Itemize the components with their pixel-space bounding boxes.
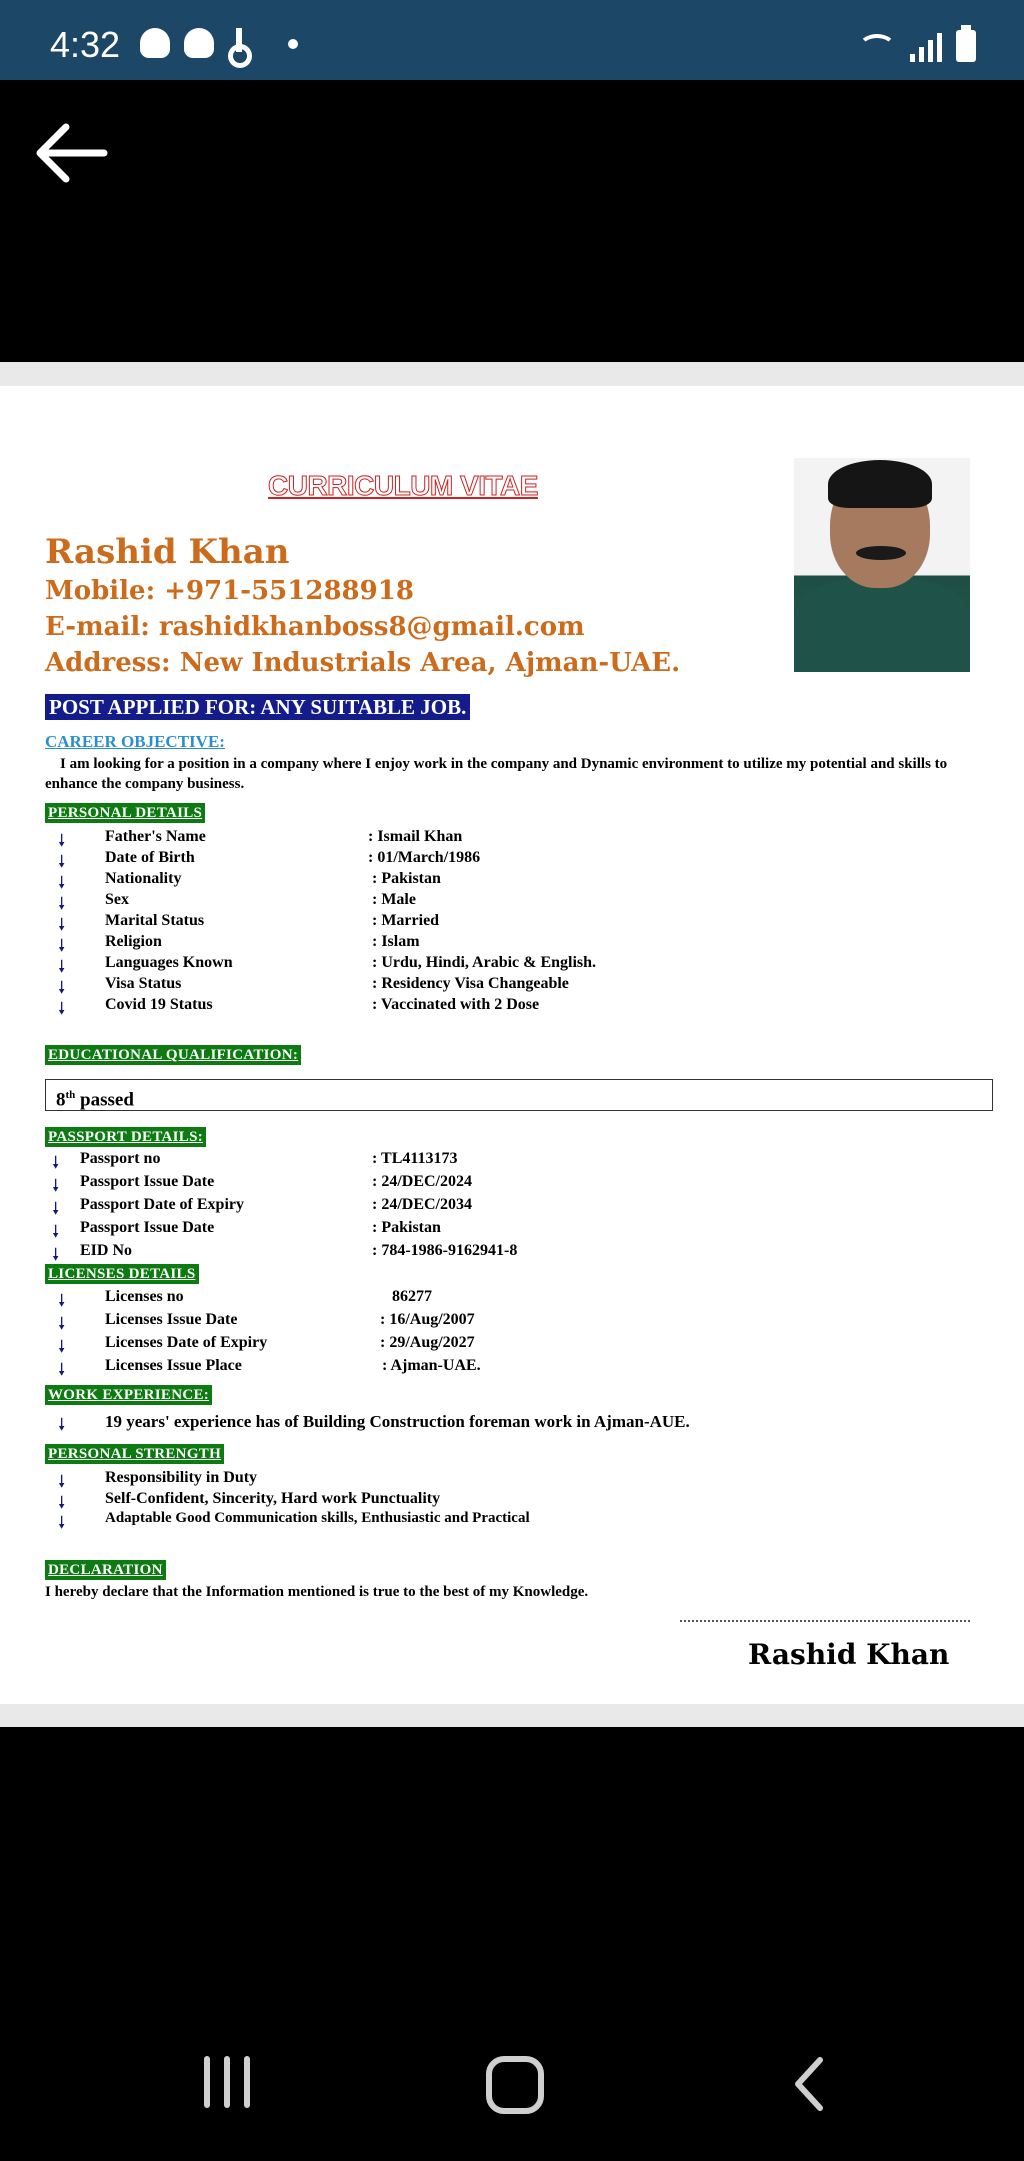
bullet-arrow-icon: 🠗: [58, 831, 66, 850]
passport-label: Passport Date of Expiry: [80, 1196, 244, 1213]
detail-label: Father's Name: [105, 828, 206, 845]
status-time: 4:32: [50, 24, 121, 65]
email-text: E-mail: rashidkhanboss8@gmail.com: [45, 612, 585, 642]
chevron-left-icon[interactable]: [786, 2056, 836, 2112]
detail-value: : Islam: [372, 933, 420, 950]
detail-value: : Male: [372, 891, 416, 908]
detail-label: Covid 19 Status: [105, 996, 213, 1013]
personal-strength-heading: PERSONAL STRENGTH: [45, 1444, 224, 1464]
career-objective-text: I am looking for a position in a company where I enjoy work in the company and Dynamic environment to utilize my potential and skills to enhance the company business.: [45, 756, 948, 792]
bullet-arrow-icon: 🠗: [58, 915, 66, 934]
license-value: 86277: [392, 1288, 432, 1305]
detail-value: : Vaccinated with 2 Dose: [372, 996, 540, 1013]
bullet-arrow-icon: 🠗: [58, 894, 66, 913]
detail-label: Nationality: [105, 870, 182, 887]
more-notifications-dot-icon: [288, 39, 298, 49]
address-text: Address: New Industrials Area, Ajman-UAE.: [45, 648, 681, 678]
detail-value: : Residency Visa Changeable: [372, 975, 569, 992]
detail-label: Date of Birth: [105, 849, 195, 866]
status-bar: [0, 0, 1024, 80]
license-label: Licenses Issue Place: [105, 1357, 242, 1374]
signal-icon: [910, 32, 942, 62]
cv-document: [0, 386, 1024, 1704]
bullet-arrow-icon: 🠗: [52, 1222, 60, 1241]
bullet-arrow-icon: 🠗: [52, 1176, 60, 1195]
snapchat-icon: [140, 28, 170, 58]
detail-label: Marital Status: [105, 912, 205, 929]
applicant-name: Rashid Khan: [45, 532, 290, 572]
wifi-icon: [858, 34, 896, 62]
passport-value: : 24/DEC/2034: [372, 1196, 472, 1213]
declaration-heading: DECLARATION: [45, 1560, 166, 1580]
detail-value: : Ismail Khan: [368, 828, 463, 845]
notification-icons: [140, 28, 298, 60]
detail-label: Religion: [105, 933, 162, 950]
battery-icon: [956, 30, 976, 62]
education-box: [45, 1079, 993, 1111]
passport-value: : TL4113173: [372, 1150, 458, 1167]
cv-title: CURRICULUM VITAE: [268, 470, 538, 501]
bullet-arrow-icon: 🠗: [58, 978, 66, 997]
license-value: : 29/Aug/2027: [380, 1334, 475, 1351]
strength-item: Adaptable Good Communication skills, Enthusiastic and Practical: [105, 1510, 530, 1526]
passport-details-heading: PASSPORT DETAILS:: [45, 1127, 206, 1147]
bullet-arrow-icon: 🠗: [52, 1153, 60, 1172]
passport-value: : 784-1986-9162941-8: [372, 1242, 518, 1259]
passport-label: Passport Issue Date: [80, 1219, 215, 1236]
bullet-arrow-icon: 🠗: [58, 957, 66, 976]
profile-photo: [794, 458, 970, 672]
education-text: passed: [80, 1089, 134, 1111]
education-ordinal: 8: [56, 1089, 66, 1111]
bullet-arrow-icon: 🠗: [52, 1245, 60, 1264]
education-ordinal-suffix: th: [65, 1089, 76, 1101]
personal-details-heading: PERSONAL DETAILS: [45, 803, 205, 823]
passport-label: Passport no: [80, 1150, 161, 1167]
snapchat-icon: [184, 28, 214, 58]
bullet-arrow-icon: 🠗: [52, 1199, 60, 1218]
mobile-text: Mobile: +971-551288918: [45, 576, 414, 606]
tiktok-icon: [228, 28, 254, 60]
bullet-arrow-icon: 🠗: [58, 936, 66, 955]
signature-line: [680, 1620, 970, 1622]
detail-value: : Married: [372, 912, 440, 929]
strength-item: Responsibility in Duty: [105, 1469, 258, 1486]
bullet-arrow-icon: 🠗: [58, 1472, 66, 1491]
detail-label: Sex: [105, 891, 129, 908]
detail-label: Visa Status: [105, 975, 182, 992]
career-objective-heading: CAREER OBJECTIVE:: [45, 732, 225, 751]
detail-label: Languages Known: [105, 954, 233, 971]
home-icon[interactable]: [486, 2056, 544, 2114]
work-experience-heading: WORK EXPERIENCE:: [45, 1385, 212, 1405]
recent-apps-icon[interactable]: [200, 2056, 260, 2112]
signature-name: Rashid Khan: [748, 1638, 950, 1671]
bullet-arrow-icon: 🠗: [58, 1415, 66, 1434]
viewer-header: [0, 80, 1024, 362]
post-applied-banner: POST APPLIED FOR: ANY SUITABLE JOB.: [45, 694, 470, 720]
back-arrow-icon[interactable]: [30, 112, 112, 194]
work-experience-text: 19 years' experience has of Building Construction foreman work in Ajman-AUE.: [105, 1412, 690, 1431]
strength-item: Self-Confident, Sincerity, Hard work Punctuality: [105, 1490, 441, 1507]
license-value: : 16/Aug/2007: [380, 1311, 475, 1328]
license-label: Licenses Issue Date: [105, 1311, 238, 1328]
bullet-arrow-icon: 🠗: [58, 873, 66, 892]
bullet-arrow-icon: 🠗: [58, 1493, 66, 1512]
passport-value: : Pakistan: [372, 1219, 441, 1236]
passport-label: EID No: [80, 1242, 133, 1259]
bullet-arrow-icon: 🠗: [58, 1337, 66, 1356]
bullet-arrow-icon: 🠗: [58, 1513, 66, 1532]
detail-value: : 01/March/1986: [368, 849, 481, 866]
system-icons: [858, 30, 976, 62]
declaration-text: I hereby declare that the Information mentioned is true to the best of my Knowledge.: [45, 1584, 589, 1600]
bullet-arrow-icon: 🠗: [58, 852, 66, 871]
detail-value: : Urdu, Hindi, Arabic & English.: [372, 954, 597, 971]
educational-qualification-heading: EDUCATIONAL QUALIFICATION:: [45, 1045, 301, 1065]
license-label: Licenses no: [105, 1288, 184, 1305]
licenses-details-heading: LICENSES DETAILS: [45, 1264, 199, 1284]
bullet-arrow-icon: 🠗: [58, 1314, 66, 1333]
detail-value: : Pakistan: [372, 870, 441, 887]
passport-value: : 24/DEC/2024: [372, 1173, 472, 1190]
system-navigation-bar: [0, 2030, 1024, 2140]
bullet-arrow-icon: 🠗: [58, 1291, 66, 1310]
passport-label: Passport Issue Date: [80, 1173, 215, 1190]
license-label: Licenses Date of Expiry: [105, 1334, 268, 1351]
image-viewer[interactable]: [0, 362, 1024, 1727]
bullet-arrow-icon: 🠗: [58, 1360, 66, 1379]
license-value: : Ajman-UAE.: [382, 1357, 481, 1374]
bullet-arrow-icon: 🠗: [58, 999, 66, 1018]
